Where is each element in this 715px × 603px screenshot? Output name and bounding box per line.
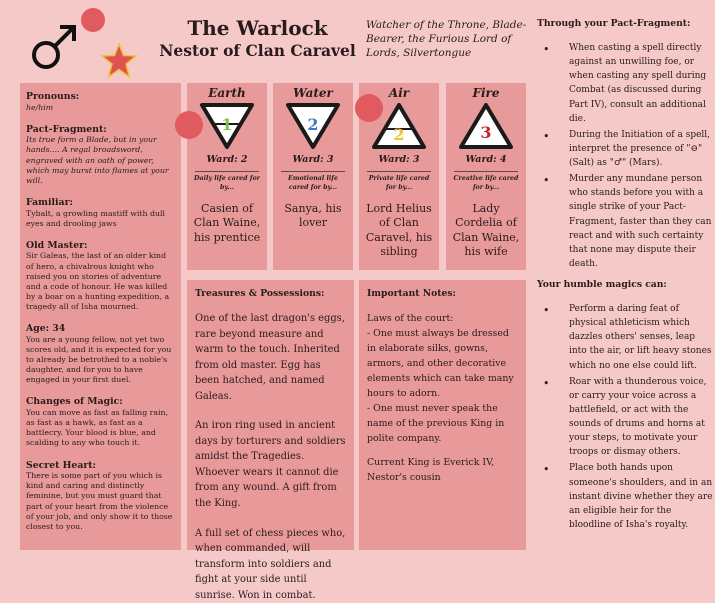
list-item: • When casting a spell directly against an unwilling foe, or when casting any spell during Combat (as discussed during Part IV), consult an additional die. xyxy=(537,41,715,126)
element-name: Fire xyxy=(472,86,500,100)
epithet: Watcher of the Throne, Blade-Bearer, the Furious Lord of Lords, Silvertongue xyxy=(366,19,527,60)
treasure-item: A full set of chess pieces who, when commanded, will transform into soldiers and fight at your side until sunrise. Won in combat. xyxy=(195,527,346,601)
abilities-column xyxy=(537,18,715,534)
element-card-water xyxy=(273,83,353,270)
element-name: Air xyxy=(388,86,410,100)
notes-panel xyxy=(359,280,526,550)
ward-value: Ward: 3 xyxy=(292,154,334,166)
pronouns-value: he/him xyxy=(26,102,54,112)
treasures-heading: Treasures & Possessions: xyxy=(195,288,325,299)
list-item: • Murder any mundane person who stands before you with a single strike of your Pact-Fragment, faster than they can react and with such certainty that none may dispute their death. xyxy=(537,172,715,271)
element-name: Earth xyxy=(208,86,246,100)
element-number: 2 xyxy=(307,115,319,135)
notes-heading: Important Notes: xyxy=(367,288,456,299)
treasures-panel xyxy=(187,280,354,601)
pact-fragment-heading: Pact-Fragment: xyxy=(26,123,107,135)
cared-for-label: Private life cared for by... xyxy=(368,175,430,191)
list-item: • Roar with a thunderous voice, or carry your voice across a battlefield, or act with the sounds of drums and horns at your steps, to motivate your troops or dismay others. xyxy=(537,375,715,460)
age-heading: Age: 34 xyxy=(26,323,66,335)
caretaker-name: Casien of Clan Waine, his prentice xyxy=(193,202,261,244)
red-dot-decoration xyxy=(355,94,383,122)
pact-heading: Through your Pact-Fragment: xyxy=(537,18,691,29)
treasure-item: One of the last dragon's eggs, rare beyond measure and warm to the touch. Inherited from old master. Egg has been hatched, and named Galeas. xyxy=(195,313,345,402)
caretaker-name: Lady Cordelia of Clan Waine, his wife xyxy=(452,202,520,259)
element-name: Water xyxy=(293,86,333,100)
old-master-heading: Old Master: xyxy=(26,239,88,251)
treasure-item: An iron ring used in ancient days by torturers and soldiers amidst the Tragedies. Whoever wears it cannot die from any wound. A gift from the King. xyxy=(195,420,346,510)
list-item: • During the Initiation of a spell, interpret the presence of "⊖" (Salt) as "♂" (Mars). xyxy=(537,128,715,170)
ward-value: Ward: 3 xyxy=(378,154,420,166)
red-dot-decoration xyxy=(81,8,105,32)
page-title: The Warlock xyxy=(187,16,328,40)
pact-fragment-text: Its true form a Blade, but in your hands.... A regal broadsword, engraved with an oath of power, which may burst into flames at your will. xyxy=(26,135,169,185)
male-symbol-icon xyxy=(28,22,80,74)
divider xyxy=(367,171,431,172)
element-number: 3 xyxy=(480,123,492,143)
element-card-fire xyxy=(446,83,526,270)
earth-triangle-icon xyxy=(199,102,255,150)
notes-laws: Laws of the court: - One must always be dressed in elaborate silks, gowns, armors, and other decorative elements which can take many hours to adorn. - One must never speak the name of the previous King in polite company. xyxy=(367,313,514,445)
divider xyxy=(454,171,518,172)
cared-for-label: Emotional life cared for by... xyxy=(288,175,338,191)
element-number: 1 xyxy=(221,115,233,135)
changes-of-magic-text: You can move as fast as falling rain, as fast as a hawk, as fast as a battlecry. Your blood is blue, and scalding to any who touch it. xyxy=(26,408,169,448)
divider xyxy=(195,171,259,172)
element-number: 2 xyxy=(393,125,405,145)
familiar-heading: Familiar: xyxy=(26,196,73,208)
pact-list xyxy=(537,41,715,271)
magics-heading: Your humble magics can: xyxy=(537,279,667,290)
old-master-text: Sir Galeas, the last of an older kind of hero, a chivalrous knight who raised you on stories of adventure and a code of honour. He was killed by a boar on a hunting expedition, a tragedy all of Isha mourned. xyxy=(26,251,170,312)
pronouns-heading: Pronouns: xyxy=(26,91,80,102)
element-card-earth xyxy=(187,83,267,270)
secret-heart-heading: Secret Heart: xyxy=(26,459,96,471)
red-dot-decoration xyxy=(175,111,203,139)
caretaker-name: Sanya, his lover xyxy=(284,202,342,230)
caretaker-name: Lord Helius of Clan Caravel, his sibling xyxy=(365,202,433,259)
page-subtitle: Nestor of Clan Caravel xyxy=(159,41,356,60)
character-details-panel xyxy=(20,83,181,550)
familiar-text: Tybalt, a growling mastiff with dull eyes and drooling jaws xyxy=(26,208,166,228)
divider xyxy=(281,171,345,172)
list-item: • Perform a daring feat of physical athleticism which dazzles others' senses, leap into the air, or lift heavy stones which no one else could lift. xyxy=(537,302,715,373)
secret-heart-text: There is some part of you which is kind and caring and distinctly feminine, but you must guard that part of your heart from the violence of your job, and only show it to those closest to you. xyxy=(26,471,173,531)
header xyxy=(0,0,530,80)
notes-king: Current King is Everick IV, Nestor's cousin xyxy=(367,457,495,484)
cared-for-label: Creative life cared for by... xyxy=(453,175,519,191)
age-text: You are a young fellow, not yet two scores old, and it is expected for you to already be betrothed to a noble's daughter, and for you to have engaged in your first duel. xyxy=(26,334,172,385)
magics-list xyxy=(537,302,715,532)
star-icon xyxy=(100,42,138,80)
fire-triangle-icon xyxy=(458,102,514,150)
ward-value: Ward: 4 xyxy=(465,154,507,166)
cared-for-label: Daily life cared for by... xyxy=(194,175,260,191)
ward-value: Ward: 2 xyxy=(206,154,248,166)
changes-of-magic-heading: Changes of Magic: xyxy=(26,396,123,408)
water-triangle-icon xyxy=(285,102,341,150)
list-item: • Place both hands upon someone's shoulders, and in an instant divine whether they are an eligible heir for the bloodline of Isha's royalty. xyxy=(537,461,715,532)
